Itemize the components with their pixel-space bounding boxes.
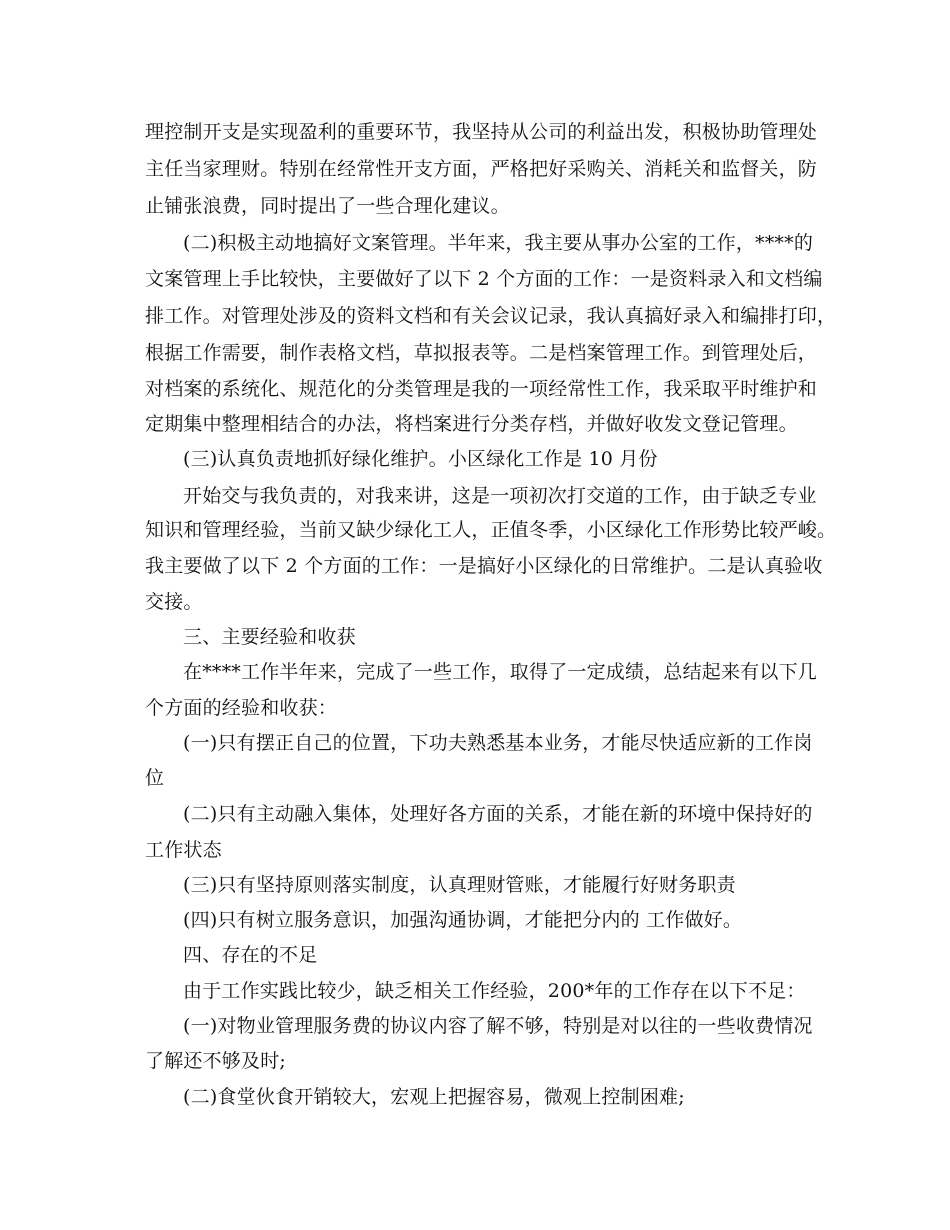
text-line: (一)只有摆正自己的位置，下功夫熟悉基本业务，才能尽快适应新的工作岗: [183, 732, 813, 754]
text-line: (三)认真负责地抓好绿化维护。小区绿化工作是 10 月份: [183, 448, 658, 470]
text-line: 理控制开支是实现盈利的重要环节，我坚持从公司的利益出发，积极协助管理处: [145, 121, 818, 143]
text-line: 对档案的系统化、规范化的分类管理是我的一项经常性工作，我采取平时维护和: [145, 378, 818, 400]
text-line: 排工作。对管理处涉及的资料文档和有关会议记录，我认真搞好录入和编排打印，: [145, 305, 837, 327]
text-line: 在****工作半年来，完成了一些工作，取得了一定成绩，总结起来有以下几: [183, 661, 818, 683]
text-line: 工作状态: [145, 839, 222, 861]
section-heading: 四、存在的不足: [183, 944, 318, 966]
text-line: (二)食堂伙食开销较大，宏观上把握容易，微观上控制困难;: [183, 1086, 685, 1108]
text-line: (一)对物业管理服务费的协议内容了解不够，特别是对以往的一些收费情况: [183, 1015, 813, 1037]
text-line: (二)只有主动融入集体，处理好各方面的关系，才能在新的环境中保持好的: [183, 803, 813, 825]
text-line: (四)只有树立服务意识，加强沟通协调，才能把分内的 工作做好。: [183, 909, 743, 931]
text-line: 交接。: [145, 591, 203, 613]
section-heading: 三、主要经验和收获: [183, 626, 356, 648]
text-line: 我主要做了以下 2 个方面的工作：一是搞好小区绿化的日常维护。二是认真验收: [145, 555, 823, 577]
text-line: 由于工作实践比较少，缺乏相关工作经验，200*年的工作存在以下不足：: [183, 980, 806, 1002]
text-line: 开始交与我负责的，对我来讲，这是一项初次打交道的工作，由于缺乏专业: [183, 485, 817, 507]
text-line: 了解还不够及时;: [145, 1050, 287, 1072]
text-line: 主任当家理财。特别在经常性开支方面，严格把好采购关、消耗关和监督关，防: [145, 158, 818, 180]
text-line: 位: [145, 767, 165, 789]
text-line: (二)积极主动地搞好文案管理。半年来，我主要从事办公室的工作，****的: [183, 232, 814, 254]
text-line: (三)只有坚持原则落实制度，认真理财管账，才能履行好财务职责: [183, 874, 736, 896]
text-line: 根据工作需要，制作表格文档，草拟报表等。二是档案管理工作。到管理处后，: [145, 342, 818, 364]
text-line: 知识和管理经验，当前又缺少绿化工人，正值冬季，小区绿化工作形势比较严峻。: [145, 519, 837, 541]
text-line: 文案管理上手比较快，主要做好了以下 2 个方面的工作：一是资料录入和文档编: [145, 268, 823, 290]
text-line: 止铺张浪费，同时提出了一些合理化建议。: [145, 195, 510, 217]
text-line: 定期集中整理相结合的办法，将档案进行分类存档，并做好收发文登记管理。: [145, 413, 798, 435]
text-line: 个方面的经验和收获：: [145, 697, 338, 719]
